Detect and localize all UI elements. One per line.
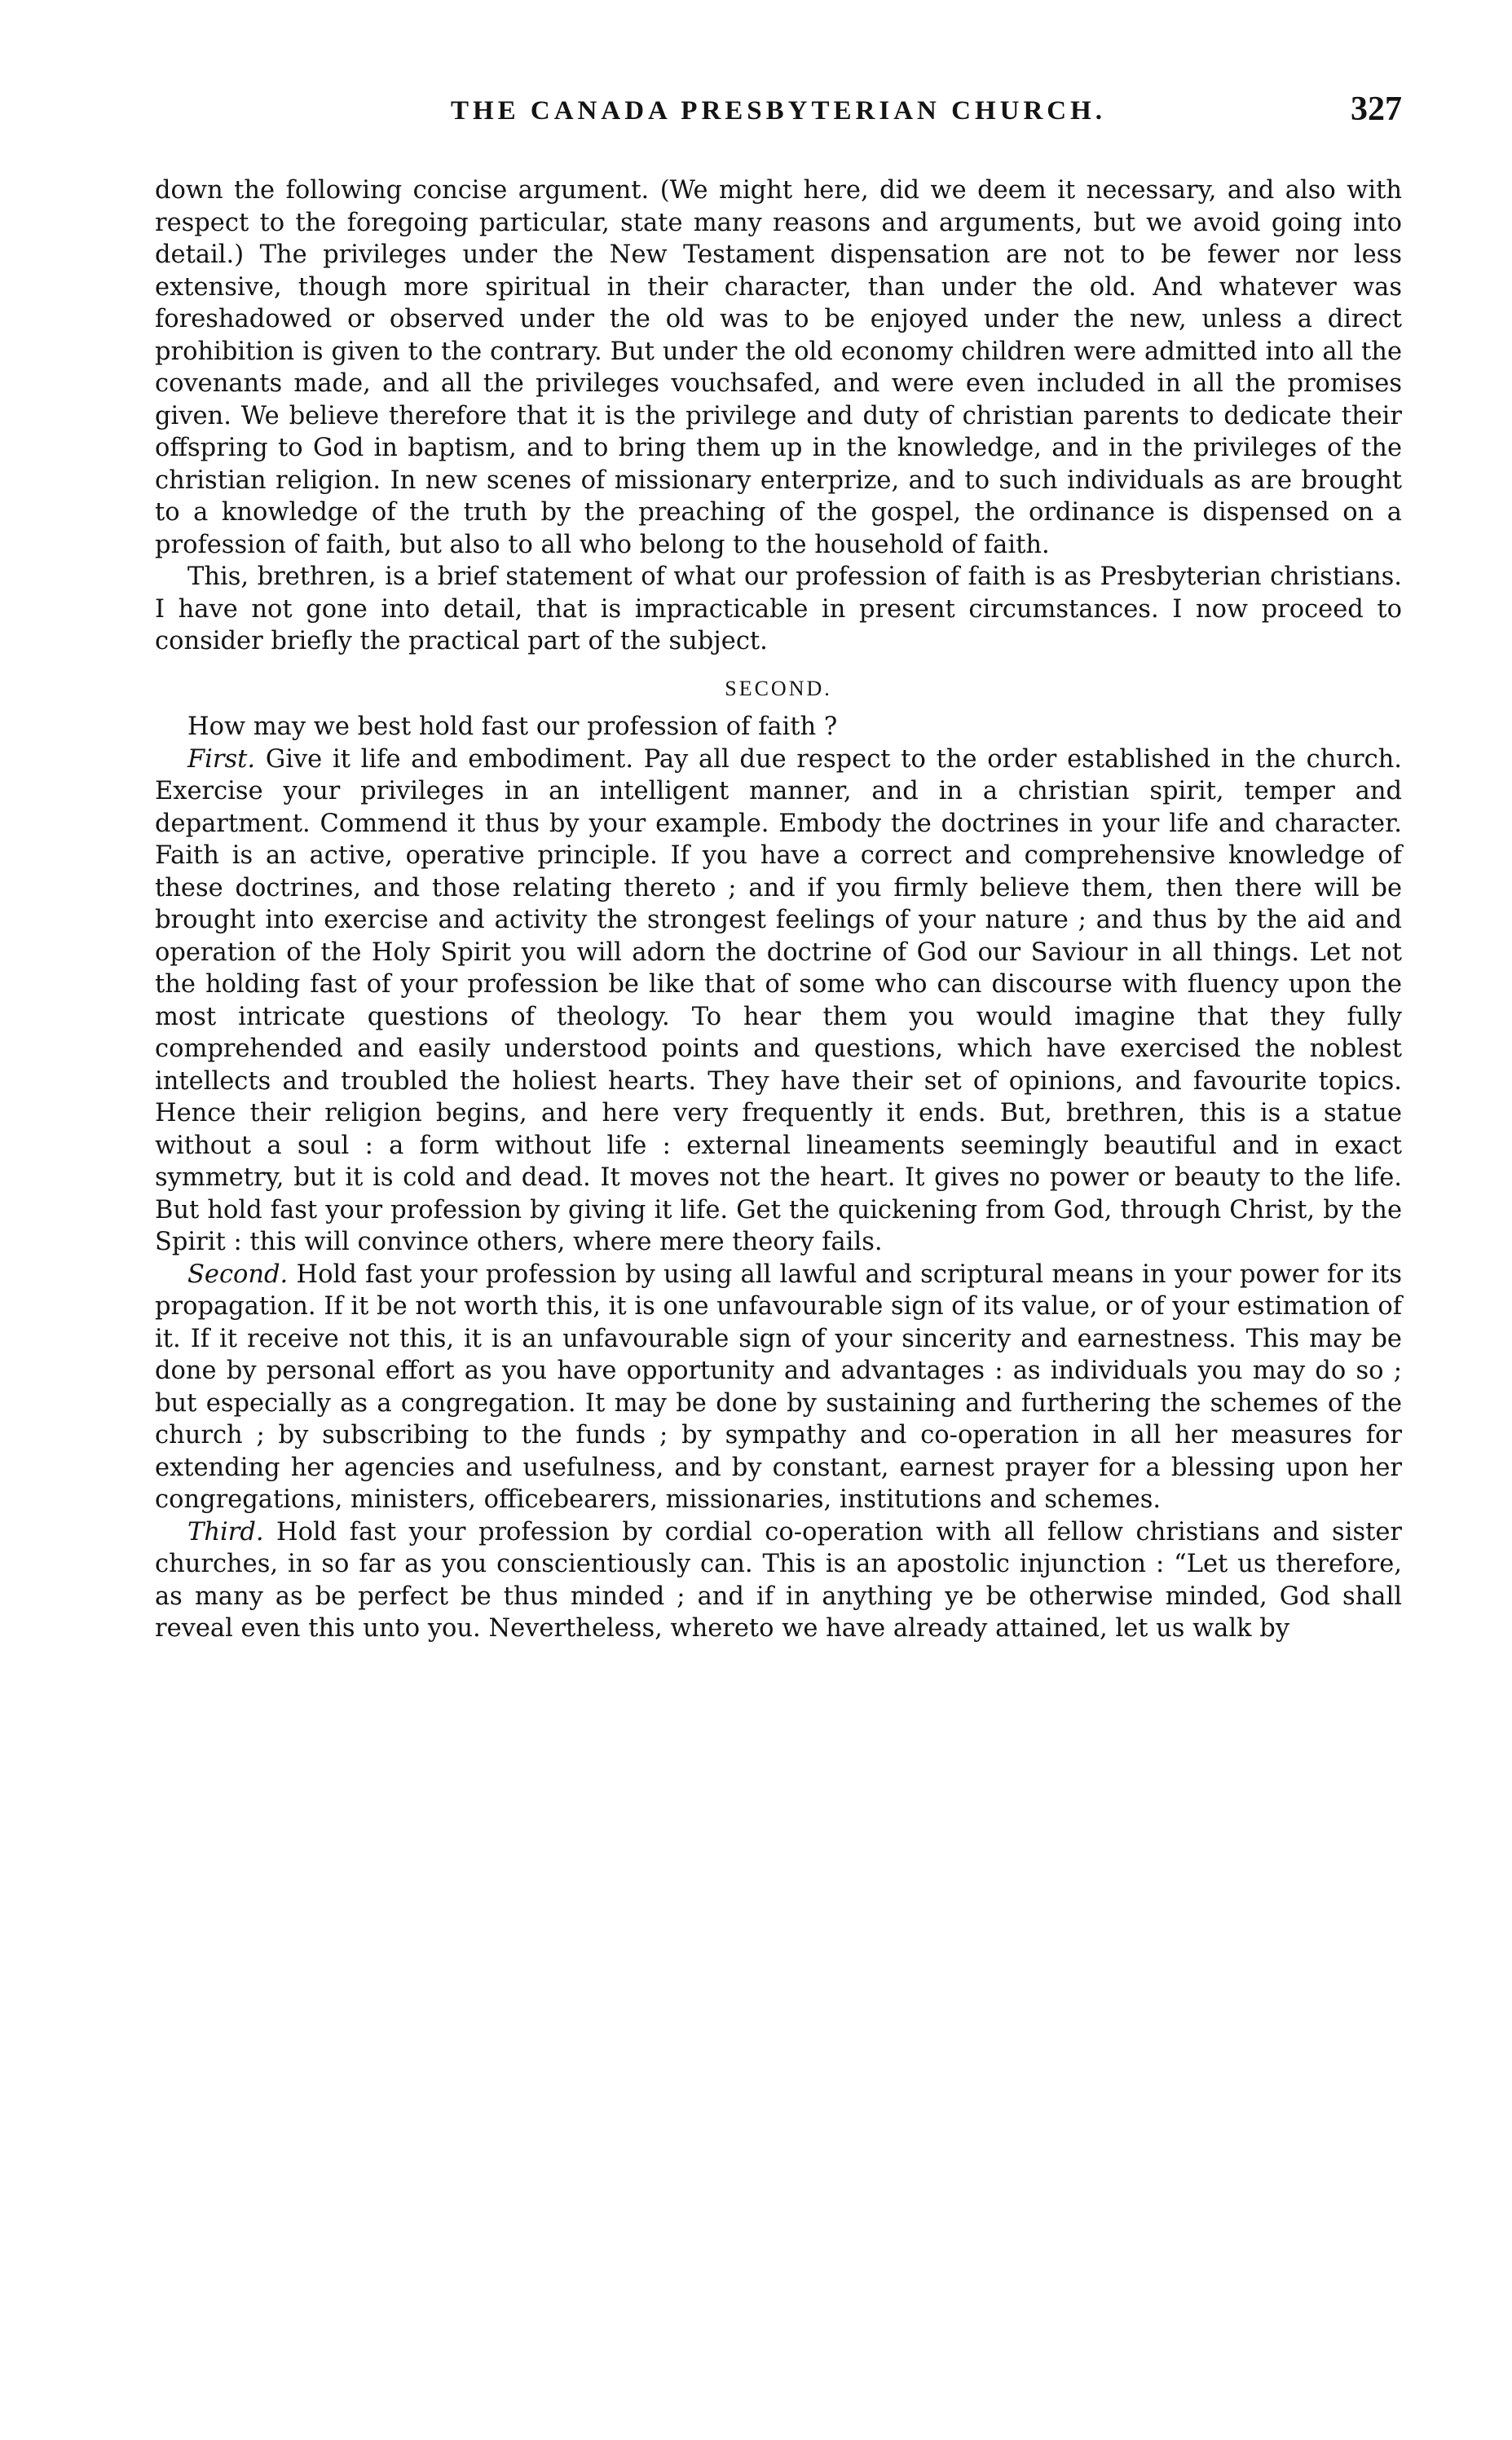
first-text: Give it life and embodiment. Pay all due respect to the order established in the church. Exercise your privileges in an intelligent manner, and in a christian spirit, temper and department. Commend it thus by your example. Embody the doctrines in your life and character. Faith is an active, operative principle. If you have a correct and comprehensive knowledge of these doctrines, and those relating thereto ; and if you firmly believe them, then there will be brought into exercise and activity the strongest feelings of your nature ; and thus by the aid and operation of the Holy Spirit you will adorn the doctrine of God our Saviour in all things. Let not the holding fast of your profession be like that of some who can discourse with fluency upon the most intricate questions of theology. To hear them you would imagine that they fully comprehended and easily understood points and questions, which have exercised the noblest intellects and troubled the holiest hearts. They have their set of opinions, and favourite topics. Hence their religion begins, and here very frequently it ends. But, brethren, this is a statue without a soul : a form without life : external lineaments seemingly beautiful and in exact symmetry, but it is cold and dead. It moves not the heart. It gives no power or beauty to the life. But hold fast your profession by giving it life. Get the quickening from God, through Christ, by the Spirit : this will convince others, where mere theory fails. — [155, 744, 1402, 1256]
paragraph-third — [155, 1516, 1402, 1645]
third-text: Hold fast your profession by cordial co-operation with all fellow christians and sister churches, in so far as you conscientiously can. This is an apostolic injunction : “Let us therefore, as many as be perfect be thus minded ; and if in anything ye be otherwise minded, God shall reveal even this unto you. Nevertheless, whereto we have already attained, let us walk by — [155, 1517, 1402, 1643]
second-label: Second. — [187, 1260, 289, 1289]
first-label: First. — [187, 744, 256, 774]
book-page — [155, 90, 1402, 1645]
running-head: THE CANADA PRESBYTERIAN CHURCH. — [450, 96, 1107, 126]
body-text — [155, 174, 1402, 1645]
paragraph-statement: This, brethren, is a brief statement of what our profession of faith is as Presbyterian christians. I have not gone into detail, that is impracticable in present circumstances. I now proceed to consider briefly the practical part of the subject. — [155, 563, 1402, 655]
page-header — [155, 90, 1402, 145]
paragraph-first — [155, 743, 1402, 1259]
paragraph-argument: down the following concise argument. (We might here, did we deem it necessary, and also with respect to the foregoing particular, state many reasons and arguments, but we avoid going into detail.) The privileges under the New Testament dispensation are not to be fewer nor less extensive, though more spiritual in their character, than under the old. And whatever was foreshadowed or observed under the old was to be enjoyed under the new, unless a direct prohibition is given to the contrary. But under the old economy children were admitted into all the covenants made, and all the privileges vouchsafed, and were even included in all the promises given. We believe therefore that it is the privilege and duty of christian parents to dedicate their offspring to God in baptism, and to bring them up in the knowledge, and in the privileges of the christian religion. In new scenes of missionary enterprize, and to such individuals as are brought to a knowledge of the truth by the preaching of the gospel, the ordinance is dispensed on a profession of faith, but also to all who belong to the household of faith. — [155, 176, 1402, 559]
third-label: Third. — [187, 1517, 264, 1547]
paragraph-question: How may we best hold fast our profession of faith ? — [187, 713, 838, 741]
page-number: 327 — [1351, 90, 1402, 128]
paragraph-second — [155, 1259, 1402, 1516]
second-text: Hold fast your profession by using all lawful and scriptural means in your power for its propagation. If it be not worth this, it is one unfavourable sign of its value, or of your estimation of it. If it receive not this, it is an unfavourable sign of your sincerity and earnestness. This may be done by personal effort as you have opportunity and advantages : as individuals you may do so ; but especially as a congregation. It may be done by sustaining and furthering the schemes of the church ; by subscribing to the funds ; by sympathy and co-operation in all her measures for extending her agencies and usefulness, and by constant, earnest prayer for a blessing upon her congregations, ministers, officebearers, missionaries, institutions and schemes. — [155, 1260, 1402, 1514]
section-heading-second: SECOND. — [725, 676, 832, 700]
